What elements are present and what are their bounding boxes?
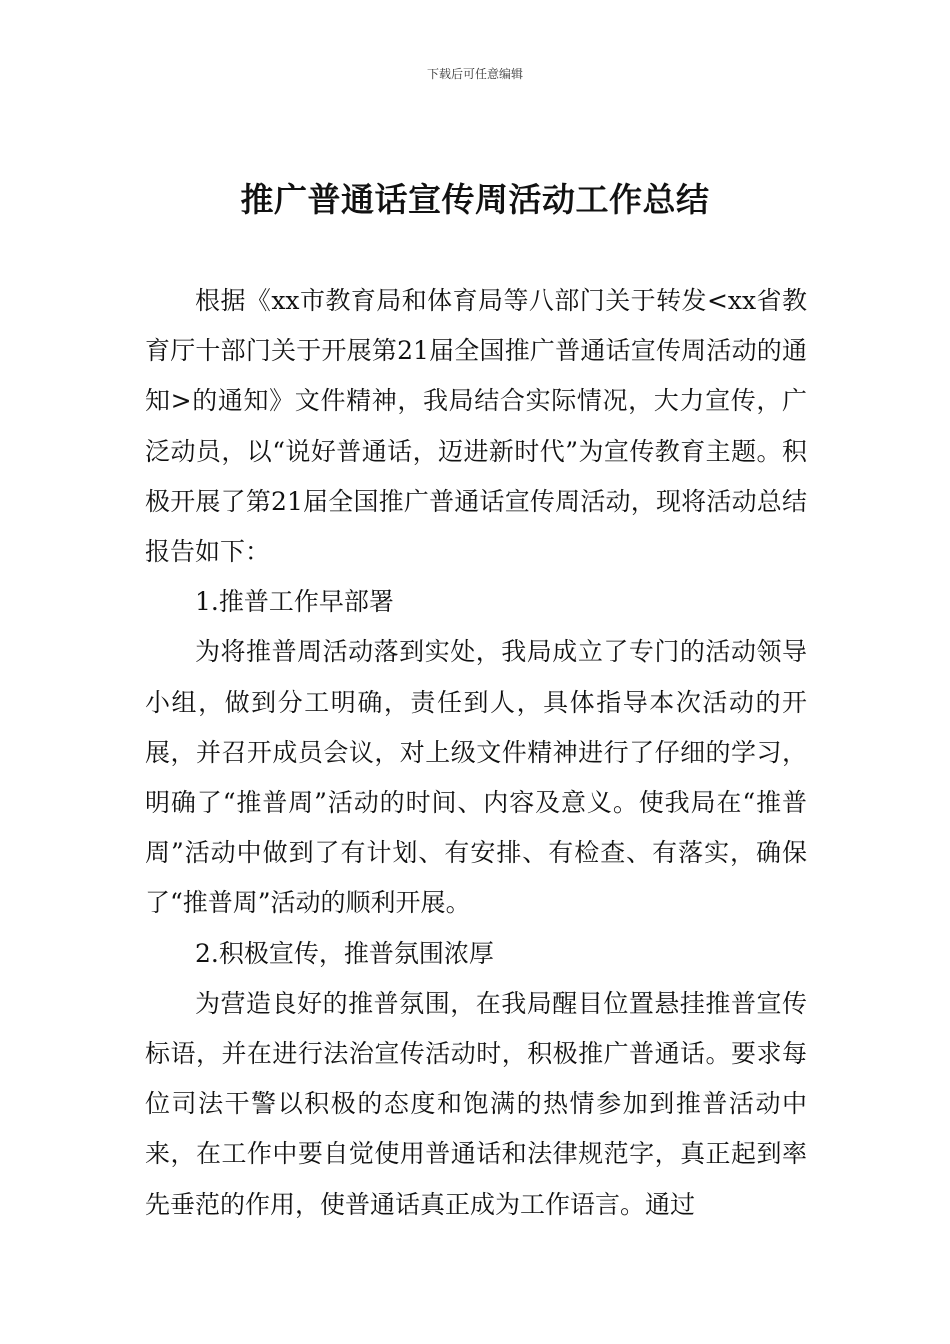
paragraph-intro: 根据《xx市教育局和体育局等八部门关于转发<xx省教育厅十部门关于开展第21届全国推广普通话宣传周活动的通知>的通知》文件精神，我局结合实际情况，大力宣传，广泛动员，以“说好普通话，迈进新时代”为宣传教育主题。积极开展了第21届全国推广普通话宣传周活动，现将活动总结报告如下： [145, 286, 807, 567]
header-note: 下载后可任意编辑 [426, 67, 523, 81]
section-heading-2: 2.积极宣传，推普氛围浓厚 [195, 938, 494, 968]
document-title: 推广普通话宣传周活动工作总结 [240, 180, 710, 219]
paragraph-section-2: 为营造良好的推普氛围，在我局醒目位置悬挂推普宣传标语，并在进行法治宣传活动时，积极推广普通话。要求每位司法干警以积极的态度和饱满的热情参加到推普活动中来，在工作中要自觉使用普通话和法律规范字，真正起到率先垂范的作用，使普通话真正成为工作语言。通过 [145, 988, 807, 1219]
document-body [145, 276, 807, 1230]
paragraph-section-1: 为将推普周活动落到实处，我局成立了专门的活动领导小组，做到分工明确，责任到人，具体指导本次活动的开展，并召开成员会议，对上级文件精神进行了仔细的学习，明确了“推普周”活动的时间、内容及意义。使我局在“推普周”活动中做到了有计划、有安排、有检查、有落实，确保了“推普周”活动的顺利开展。 [145, 637, 807, 918]
section-heading-1: 1.推普工作早部署 [195, 587, 394, 617]
